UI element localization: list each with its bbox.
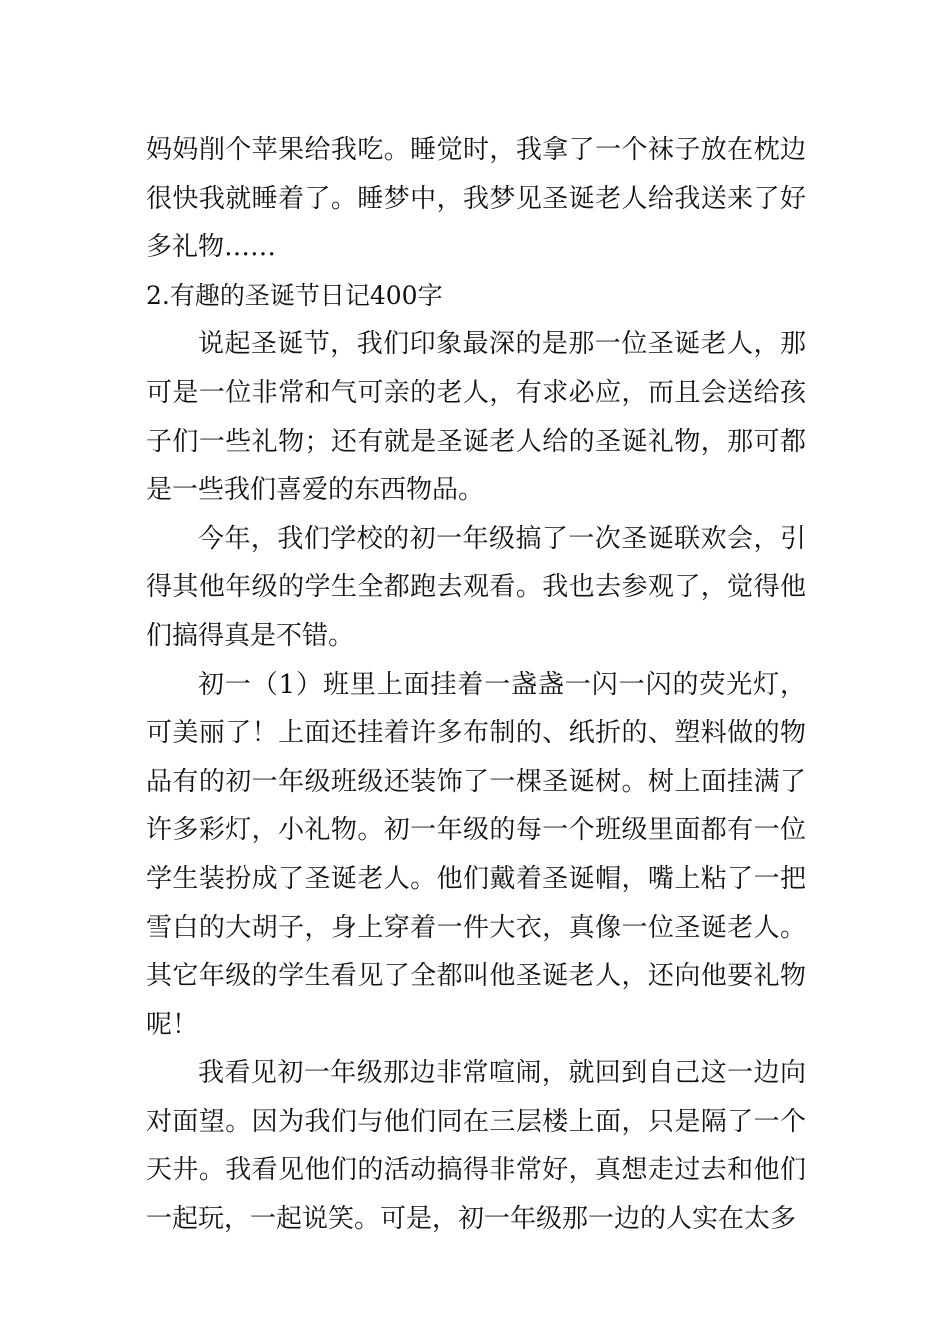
paragraph-2: 今年，我们学校的初一年级搞了一次圣诞联欢会，引得其他年级的学生全都跑去观看。我也去参观了，觉得他们搞得真是不错。	[146, 523, 806, 651]
section-heading: 2.有趣的圣诞节日记400字	[146, 280, 443, 310]
paragraph-4: 我看见初一年级那边非常喧闹，就回到自己这一边向对面望。因为我们与他们同在三层楼上面，只是隔了一个天井。我看见他们的活动搞得非常好，真想走过去和他们一起玩，一起说笑。可是，初一年级那一边的人实在太多	[146, 1058, 806, 1235]
paragraph-3: 初一（1）班里上面挂着一盏盏一闪一闪的荧光灯，可美丽了！上面还挂着许多布制的、纸折的、塑料做的物品有的初一年级班级还装饰了一棵圣诞树。树上面挂满了许多彩灯，小礼物。初一年级的每一个班级里面都有一位学生装扮成了圣诞老人。他们戴着圣诞帽，嘴上粘了一把雪白的大胡子，身上穿着一件大衣，真像一位圣诞老人。其它年级的学生看见了全都叫他圣诞老人，还向他要礼物呢！	[146, 669, 806, 1040]
document-body	[146, 126, 806, 1244]
paragraph-1: 说起圣诞节，我们印象最深的是那一位圣诞老人，那可是一位非常和气可亲的老人，有求必应，而且会送给孩子们一些礼物；还有就是圣诞老人给的圣诞礼物，那可都是一些我们喜爱的东西物品。	[146, 329, 806, 506]
continuation-paragraph: 妈妈削个苹果给我吃。睡觉时，我拿了一个袜子放在枕边很快我就睡着了。睡梦中，我梦见圣诞老人给我送来了好多礼物……	[146, 135, 806, 263]
